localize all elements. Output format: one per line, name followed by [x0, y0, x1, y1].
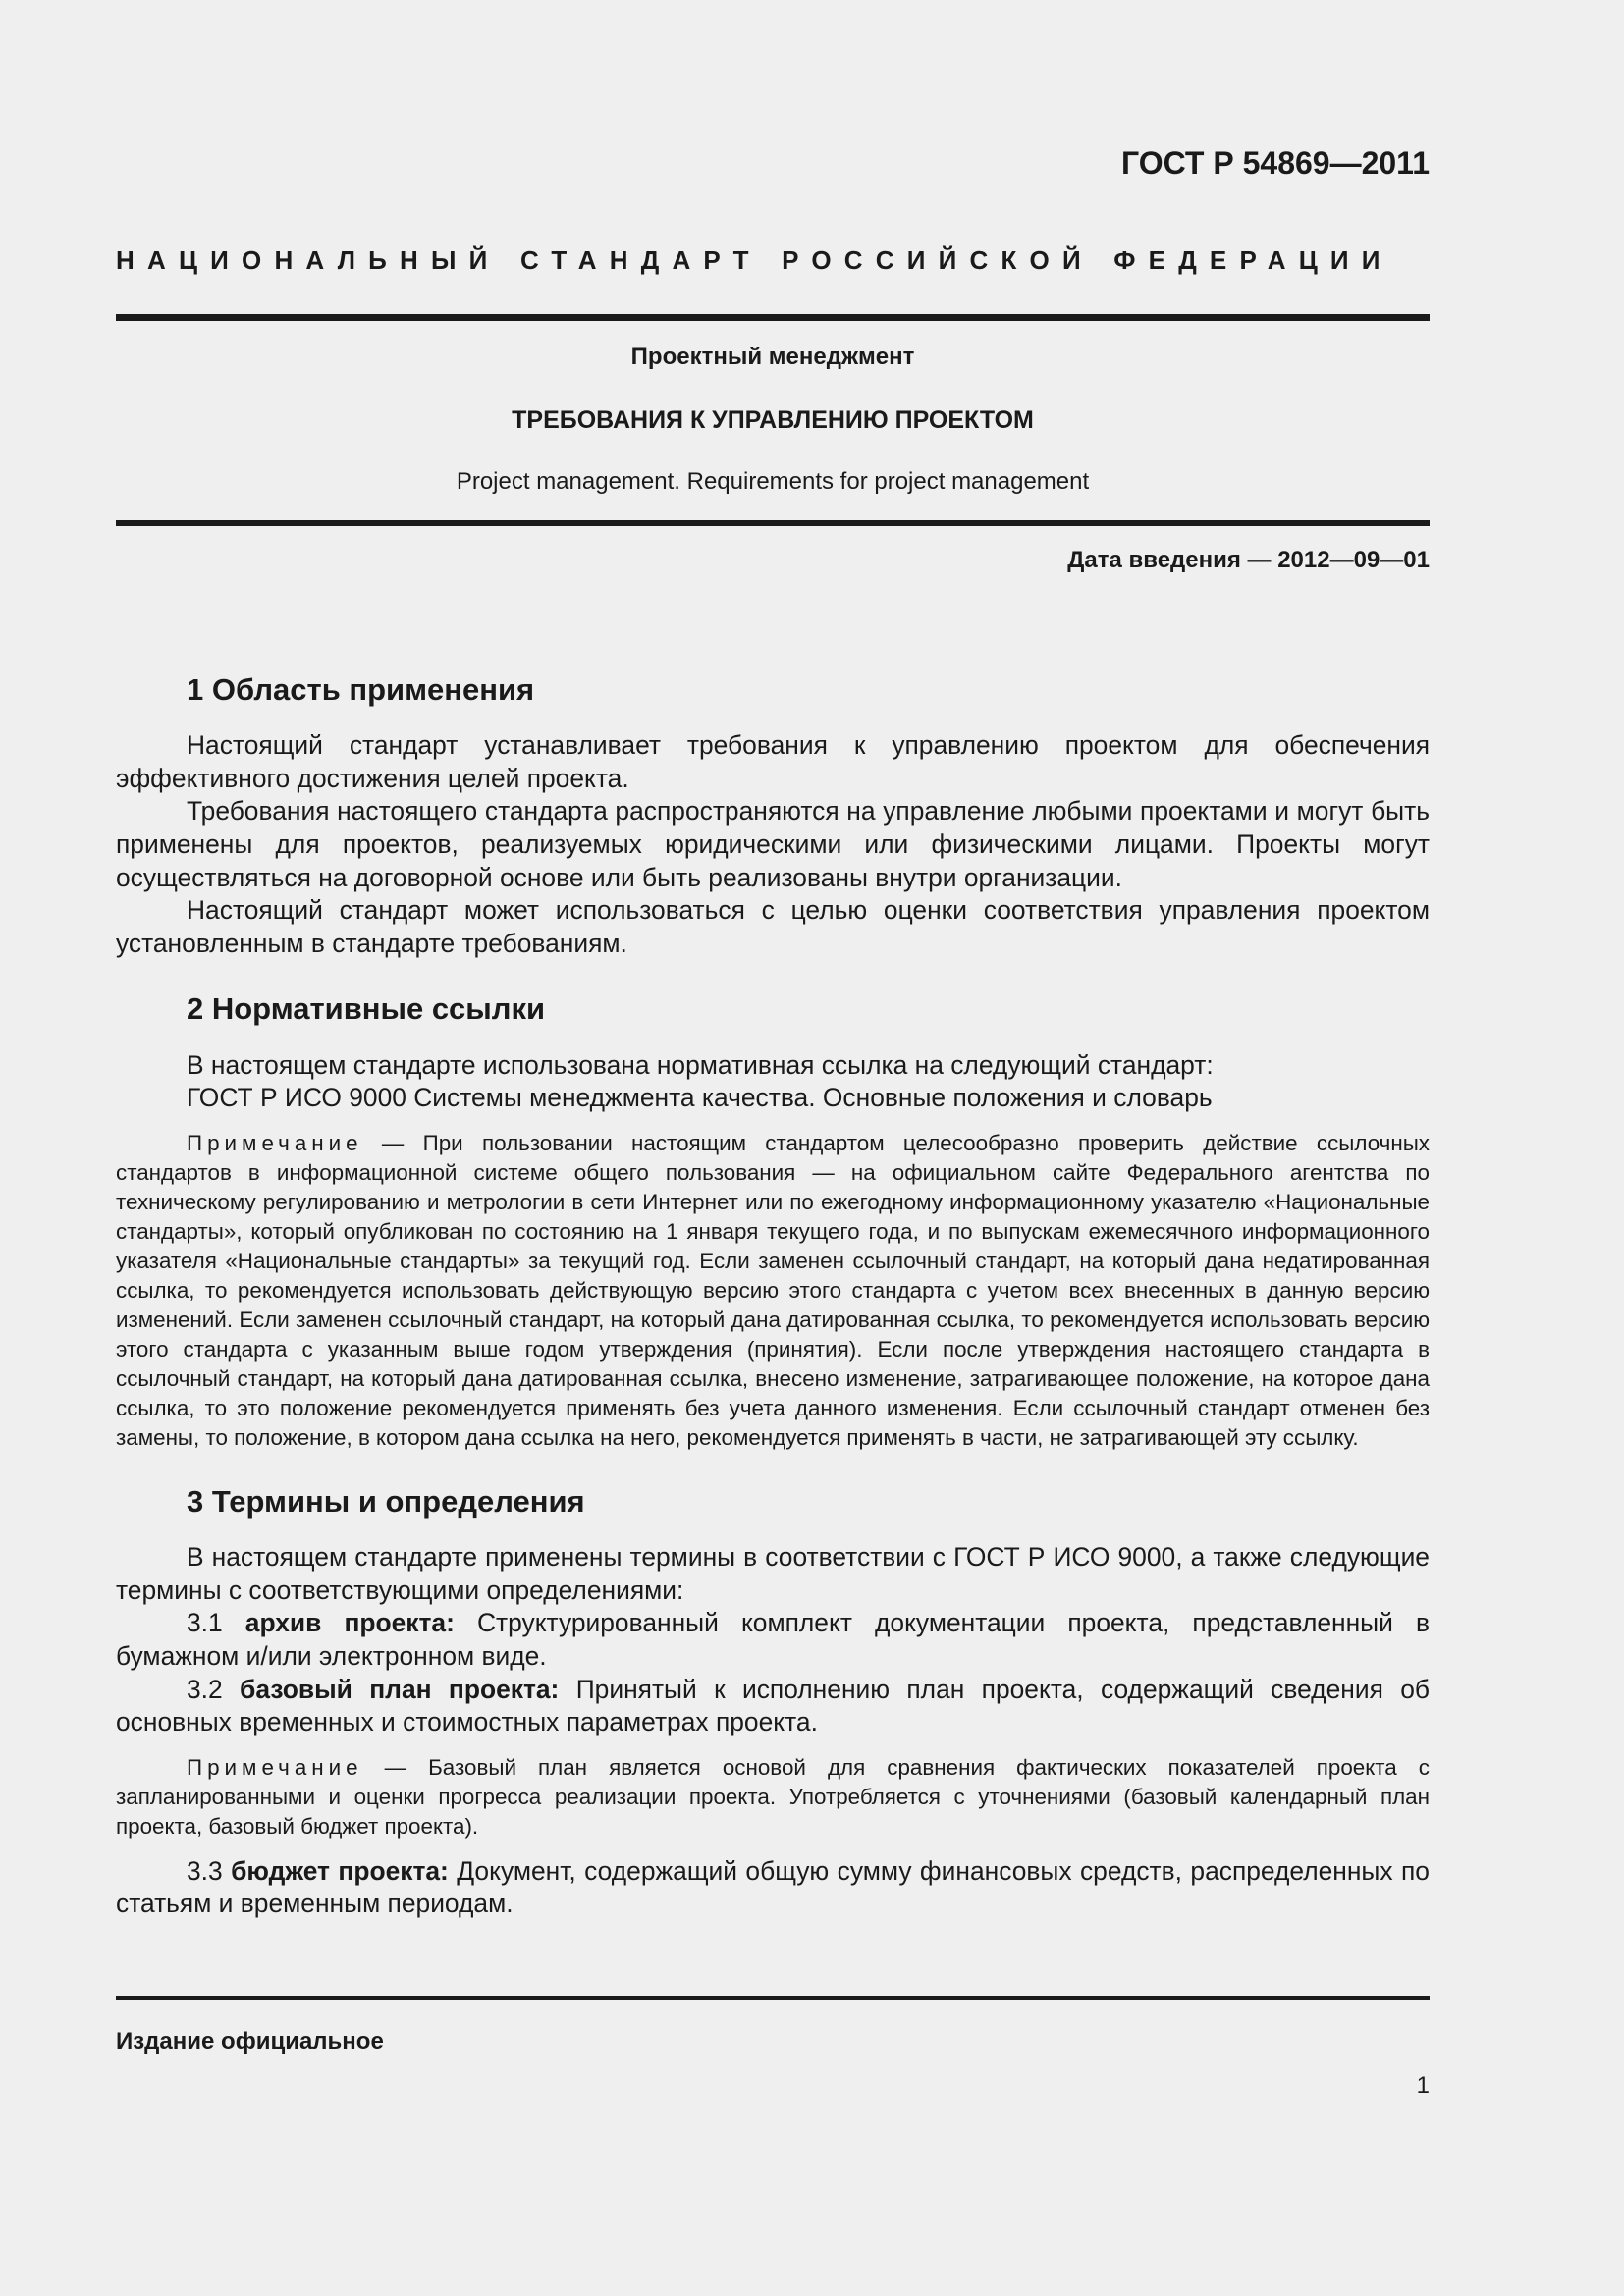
national-standard-heading: НАЦИОНАЛЬНЫЙ СТАНДАРТ РОССИЙСКОЙ ФЕДЕРАЦИИ: [116, 245, 1393, 275]
paragraph: Требования настоящего стандарта распространяются на управление любыми проектами и могут быть применены для проектов, реализуемых юридическими или физическими лицами. Проекты могут осуществляться на договорной основе или быть реализованы внутри организации.: [116, 796, 1430, 892]
document-body: [116, 670, 1430, 1921]
note-label: Примечание: [187, 1754, 363, 1780]
term-name: бюджет проекта:: [231, 1855, 449, 1886]
section-heading-scope: 1 Область применения: [187, 672, 535, 707]
term-name: базовый план проекта:: [240, 1674, 560, 1704]
official-edition-label: Издание официальное: [116, 2028, 384, 2055]
paragraph: В настоящем стандарте применены термины в соответствии с ГОСТ Р ИСО 9000, а также следующие термины с соответствующими определениями:: [116, 1542, 1430, 1605]
term-name: архив проекта:: [244, 1608, 455, 1638]
reference-item: ГОСТ Р ИСО 9000 Системы менеджмента качества. Основные положения и словарь: [187, 1083, 1213, 1113]
divider-title: [116, 520, 1430, 526]
document-code: ГОСТ Р 54869—2011: [1121, 145, 1430, 181]
paragraph: Настоящий стандарт может использоваться с целью оценки соответствия управления проектом установленным в стандарте требованиям.: [116, 895, 1430, 958]
term-item: [116, 1607, 1430, 1673]
introduction-date: Дата введения — 2012—09—01: [1067, 547, 1430, 573]
term-definition: Документ, содержащий общую сумму финансовых средств, распределенных по статьям и временным периодам.: [116, 1855, 1430, 1919]
term-number: 3.3: [187, 1855, 232, 1886]
note-label: Примечание: [187, 1130, 363, 1155]
document-subtitle: Проектный менеджмент: [630, 344, 915, 370]
section-heading-terms: 3 Термины и определения: [187, 1483, 585, 1519]
term-definition: Структурированный комплект документации проекта, представленный в бумажном и/или электронном виде.: [116, 1608, 1430, 1672]
term-definition: Принятый к исполнению план проекта, содержащий сведения об основных временных и стоимостных параметрах проекта.: [116, 1674, 1430, 1737]
term-item: [116, 1855, 1430, 1921]
note-text: — При пользовании настоящим стандартом целесообразно проверить действие ссылочных стандартов в информационной системе общего пользования — на официальном сайте Федерального агентства по техническому регулированию и метрологии в сети Интернет или по ежегодному информационному указателю «Национальные стандарты», который опубликован по состоянию на 1 января текущего года, и по выпускам ежемесячного информационного указателя «Национальные стандарты» за текущий год. Если заменен ссылочный стандарт, на который дана недатированная ссылка, то рекомендуется использовать действующую версию этого стандарта с учетом всех внесенных в данную версию изменений. Если заменен ссылочный стандарт, на который дана датированная ссылка, то рекомендуется использовать версию этого стандарта с указанным выше годом утверждения (принятия). Если после утверждения настоящего стандарта в ссылочный стандарт, на который дана датированная ссылка, внесено изменение, затрагивающее положение, на которое дана ссылка, то это положение рекомендуется применять без учета данного изменения. Если ссылочный стандарт отменен без замены, то положение, в котором дана ссылка на него, рекомендуется применять в части, не затрагивающей эту ссылку.: [116, 1130, 1430, 1450]
term-number: 3.2: [187, 1674, 241, 1704]
divider-top: [116, 314, 1430, 321]
term-number: 3.1: [187, 1608, 245, 1638]
term-item: [116, 1674, 1430, 1739]
paragraph: Настоящий стандарт устанавливает требования к управлению проектом для обеспечения эффективного достижения целей проекта.: [116, 730, 1430, 793]
note-text: — Базовый план является основой для сравнения фактических показателей проекта с запланированными и оценки прогресса реализации проекта. Употребляется с уточнениями (базовый календарный план проекта, базовый бюджет проекта).: [116, 1754, 1430, 1839]
note: [116, 1129, 1430, 1453]
document-title-english: Project management. Requirements for project management: [456, 468, 1090, 495]
divider-footer: [116, 1996, 1430, 2000]
section-heading-references: 2 Нормативные ссылки: [187, 991, 546, 1027]
paragraph: В настоящем стандарте использована нормативная ссылка на следующий стандарт:: [187, 1049, 1214, 1080]
document-title: ТРЕБОВАНИЯ К УПРАВЛЕНИЮ ПРОЕКТОМ: [512, 406, 1034, 434]
page-number: 1: [1416, 2072, 1430, 2099]
note: [116, 1753, 1430, 1842]
